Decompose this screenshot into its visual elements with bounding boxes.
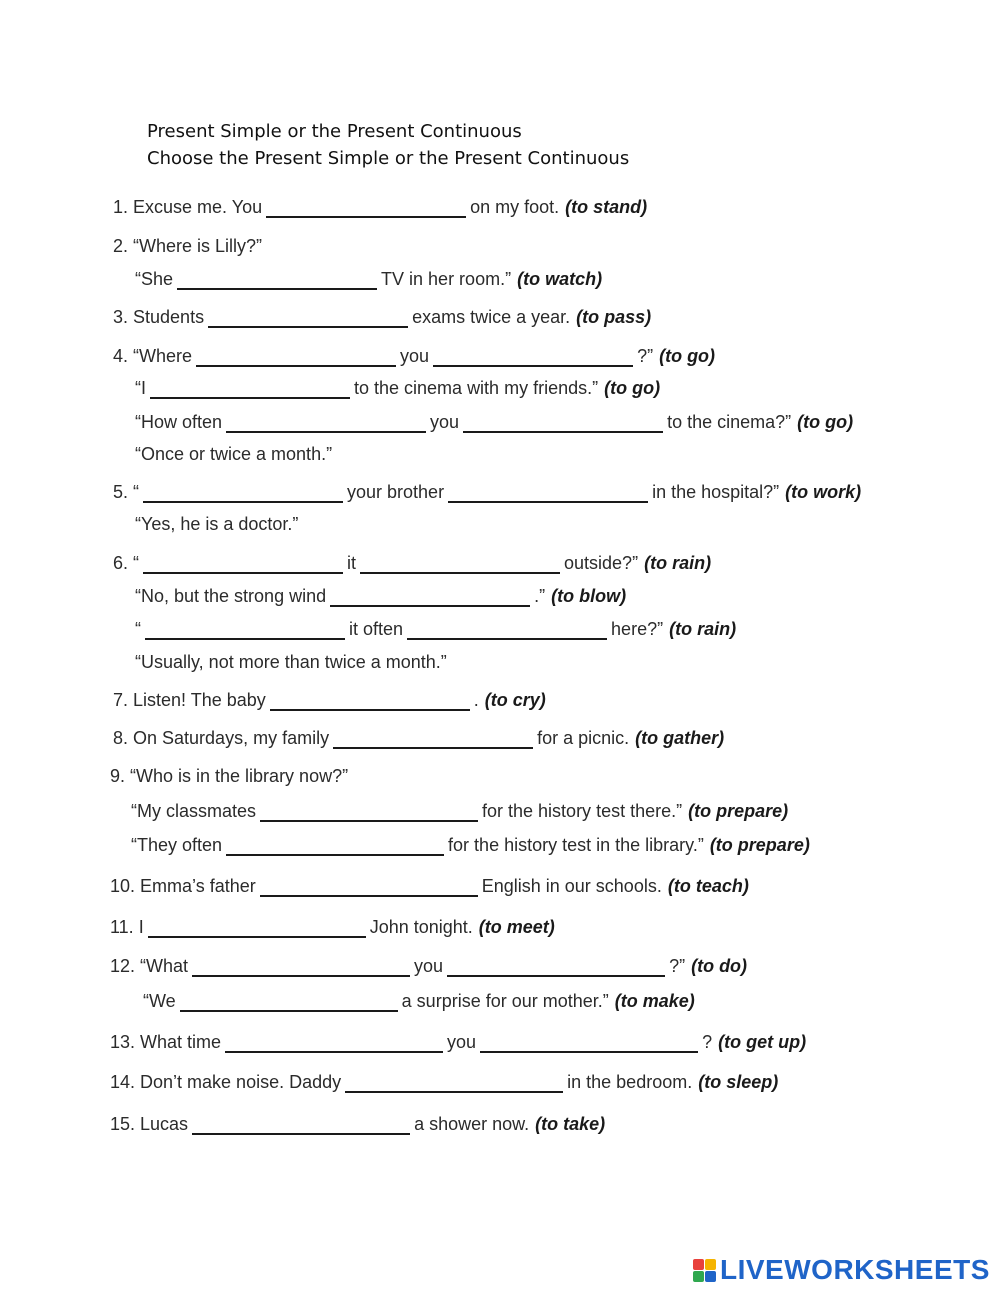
- sentence-text: 15. Lucas: [110, 1114, 189, 1134]
- sentence-text: “We: [143, 991, 176, 1011]
- logo-text: LIVEWORKSHEETS: [720, 1254, 990, 1285]
- liveworksheets-logo: [693, 1252, 990, 1288]
- verb-hint: (to cry): [484, 690, 546, 710]
- sentence-text: 9. “Who is in the library now?”: [110, 766, 349, 786]
- sentence-text: “They often: [131, 835, 223, 855]
- exercise-line: [113, 306, 651, 328]
- exercise-line: [135, 443, 332, 465]
- sentence-text: 7. Listen! The baby: [113, 690, 266, 710]
- answer-blank[interactable]: [330, 587, 530, 607]
- verb-hint: (to rain): [644, 553, 712, 573]
- exercise-line: [135, 268, 602, 290]
- answer-blank[interactable]: [333, 729, 533, 749]
- answer-blank[interactable]: [448, 483, 648, 503]
- sentence-text: “Yes, he is a doctor.”: [135, 514, 299, 534]
- sentence-text: to the cinema with my friends.”: [354, 378, 599, 398]
- exercise-line: [135, 618, 736, 640]
- sentence-text: 14. Don’t make noise. Daddy: [110, 1072, 342, 1092]
- answer-blank[interactable]: [260, 802, 478, 822]
- answer-blank[interactable]: [360, 554, 560, 574]
- answer-blank[interactable]: [345, 1073, 563, 1093]
- answer-blank[interactable]: [148, 918, 366, 938]
- sentence-text: ?”: [669, 956, 686, 976]
- verb-hint: (to work): [785, 482, 862, 502]
- verb-hint: (to teach): [667, 876, 749, 896]
- sentence-text: ?: [702, 1032, 713, 1052]
- verb-hint: (to meet): [478, 917, 555, 937]
- sentence-text: 13. What time: [110, 1032, 222, 1052]
- sentence-text: your brother: [347, 482, 445, 502]
- sentence-text: outside?”: [564, 553, 639, 573]
- sentence-text: for the history test there.”: [482, 801, 683, 821]
- sentence-text: here?”: [611, 619, 664, 639]
- sentence-text: “She: [135, 269, 174, 289]
- exercise-line: [110, 1071, 778, 1093]
- answer-blank[interactable]: [180, 992, 398, 1012]
- verb-hint: (to go): [604, 378, 661, 398]
- verb-hint: (to watch): [517, 269, 603, 289]
- exercise-line: [110, 916, 555, 938]
- worksheet-title: Present Simple or the Present Continuous: [147, 121, 522, 142]
- verb-hint: (to do): [691, 956, 748, 976]
- answer-blank[interactable]: [447, 957, 665, 977]
- sentence-text: .”: [534, 586, 546, 606]
- sentence-text: you: [414, 956, 444, 976]
- sentence-text: 3. Students: [113, 307, 205, 327]
- sentence-text: “No, but the strong wind: [135, 586, 327, 606]
- sentence-text: “Usually, not more than twice a month.”: [135, 652, 447, 672]
- answer-blank[interactable]: [208, 308, 408, 328]
- verb-hint: (to go): [797, 412, 854, 432]
- answer-blank[interactable]: [266, 198, 466, 218]
- answer-blank[interactable]: [192, 1115, 410, 1135]
- exercise-line: [131, 834, 810, 856]
- answer-blank[interactable]: [145, 620, 345, 640]
- verb-hint: (to prepare): [688, 801, 789, 821]
- exercise-line: [110, 765, 348, 787]
- liveworksheets-logo-icon: [693, 1259, 716, 1282]
- sentence-text: in the bedroom.: [567, 1072, 693, 1092]
- sentence-text: on my foot.: [470, 197, 560, 217]
- exercise-line: [113, 235, 262, 257]
- exercise-line: [113, 727, 724, 749]
- sentence-text: for a picnic.: [537, 728, 630, 748]
- sentence-text: 1. Excuse me. You: [113, 197, 263, 217]
- sentence-text: “Once or twice a month.”: [135, 444, 333, 464]
- exercise-line: [110, 1113, 605, 1135]
- exercise-line: [143, 990, 695, 1012]
- sentence-text: you: [447, 1032, 477, 1052]
- sentence-text: 10. Emma’s father: [110, 876, 256, 896]
- answer-blank[interactable]: [150, 379, 350, 399]
- sentence-text: you: [430, 412, 460, 432]
- verb-hint: (to take): [535, 1114, 606, 1134]
- sentence-text: 6. “: [113, 553, 140, 573]
- exercise-line: [135, 513, 298, 535]
- sentence-text: to the cinema?”: [667, 412, 792, 432]
- sentence-text: in the hospital?”: [652, 482, 780, 502]
- exercise-line: [135, 377, 660, 399]
- verb-hint: (to blow): [551, 586, 627, 606]
- answer-blank[interactable]: [433, 347, 633, 367]
- answer-blank[interactable]: [192, 957, 410, 977]
- worksheet-instructions: Choose the Present Simple or the Present Continuous: [147, 148, 630, 169]
- sentence-text: 5. “: [113, 482, 140, 502]
- verb-hint: (to get up): [718, 1032, 807, 1052]
- verb-hint: (to go): [659, 346, 716, 366]
- verb-hint: (to pass): [576, 307, 652, 327]
- answer-blank[interactable]: [143, 483, 343, 503]
- answer-blank[interactable]: [196, 347, 396, 367]
- sentence-text: you: [400, 346, 430, 366]
- verb-hint: (to prepare): [709, 835, 810, 855]
- sentence-text: “How often: [135, 412, 223, 432]
- answer-blank[interactable]: [407, 620, 607, 640]
- exercise-line: [110, 875, 749, 897]
- exercise-line: [135, 651, 447, 673]
- exercise-line: [113, 481, 861, 503]
- exercise-line: [113, 689, 546, 711]
- sentence-text: “My classmates: [131, 801, 257, 821]
- exercise-line: [135, 411, 853, 433]
- exercise-line: [113, 552, 711, 574]
- answer-blank[interactable]: [463, 413, 663, 433]
- answer-blank[interactable]: [177, 270, 377, 290]
- sentence-text: 8. On Saturdays, my family: [113, 728, 330, 748]
- sentence-text: for the history test in the library.”: [448, 835, 704, 855]
- sentence-text: a shower now.: [414, 1114, 530, 1134]
- sentence-text: 11. I: [110, 917, 144, 937]
- answer-blank[interactable]: [225, 1033, 443, 1053]
- sentence-text: English in our schools.: [481, 876, 662, 896]
- sentence-text: ?”: [637, 346, 654, 366]
- exercise-line: [135, 585, 626, 607]
- answer-blank[interactable]: [480, 1033, 698, 1053]
- sentence-text: 4. “Where: [113, 346, 193, 366]
- verb-hint: (to rain): [669, 619, 737, 639]
- verb-hint: (to sleep): [698, 1072, 779, 1092]
- sentence-text: exams twice a year.: [412, 307, 571, 327]
- sentence-text: a surprise for our mother.”: [401, 991, 609, 1011]
- sentence-text: it often: [349, 619, 404, 639]
- sentence-text: 2. “Where is Lilly?”: [113, 236, 263, 256]
- sentence-text: .: [473, 690, 479, 710]
- verb-hint: (to stand): [565, 197, 648, 217]
- exercise-line: [113, 345, 715, 367]
- answer-blank[interactable]: [143, 554, 343, 574]
- sentence-text: it: [347, 553, 357, 573]
- exercise-line: [131, 800, 788, 822]
- exercise-line: [113, 196, 647, 218]
- answer-blank[interactable]: [226, 836, 444, 856]
- verb-hint: (to gather): [635, 728, 725, 748]
- sentence-text: TV in her room.”: [381, 269, 512, 289]
- answer-blank[interactable]: [226, 413, 426, 433]
- answer-blank[interactable]: [270, 691, 470, 711]
- exercise-line: [110, 955, 747, 977]
- sentence-text: 12. “What: [110, 956, 189, 976]
- sentence-text: “I: [135, 378, 146, 398]
- sentence-text: “: [135, 619, 141, 639]
- sentence-text: John tonight.: [369, 917, 473, 937]
- verb-hint: (to make): [614, 991, 695, 1011]
- exercise-line: [110, 1031, 806, 1053]
- answer-blank[interactable]: [260, 877, 478, 897]
